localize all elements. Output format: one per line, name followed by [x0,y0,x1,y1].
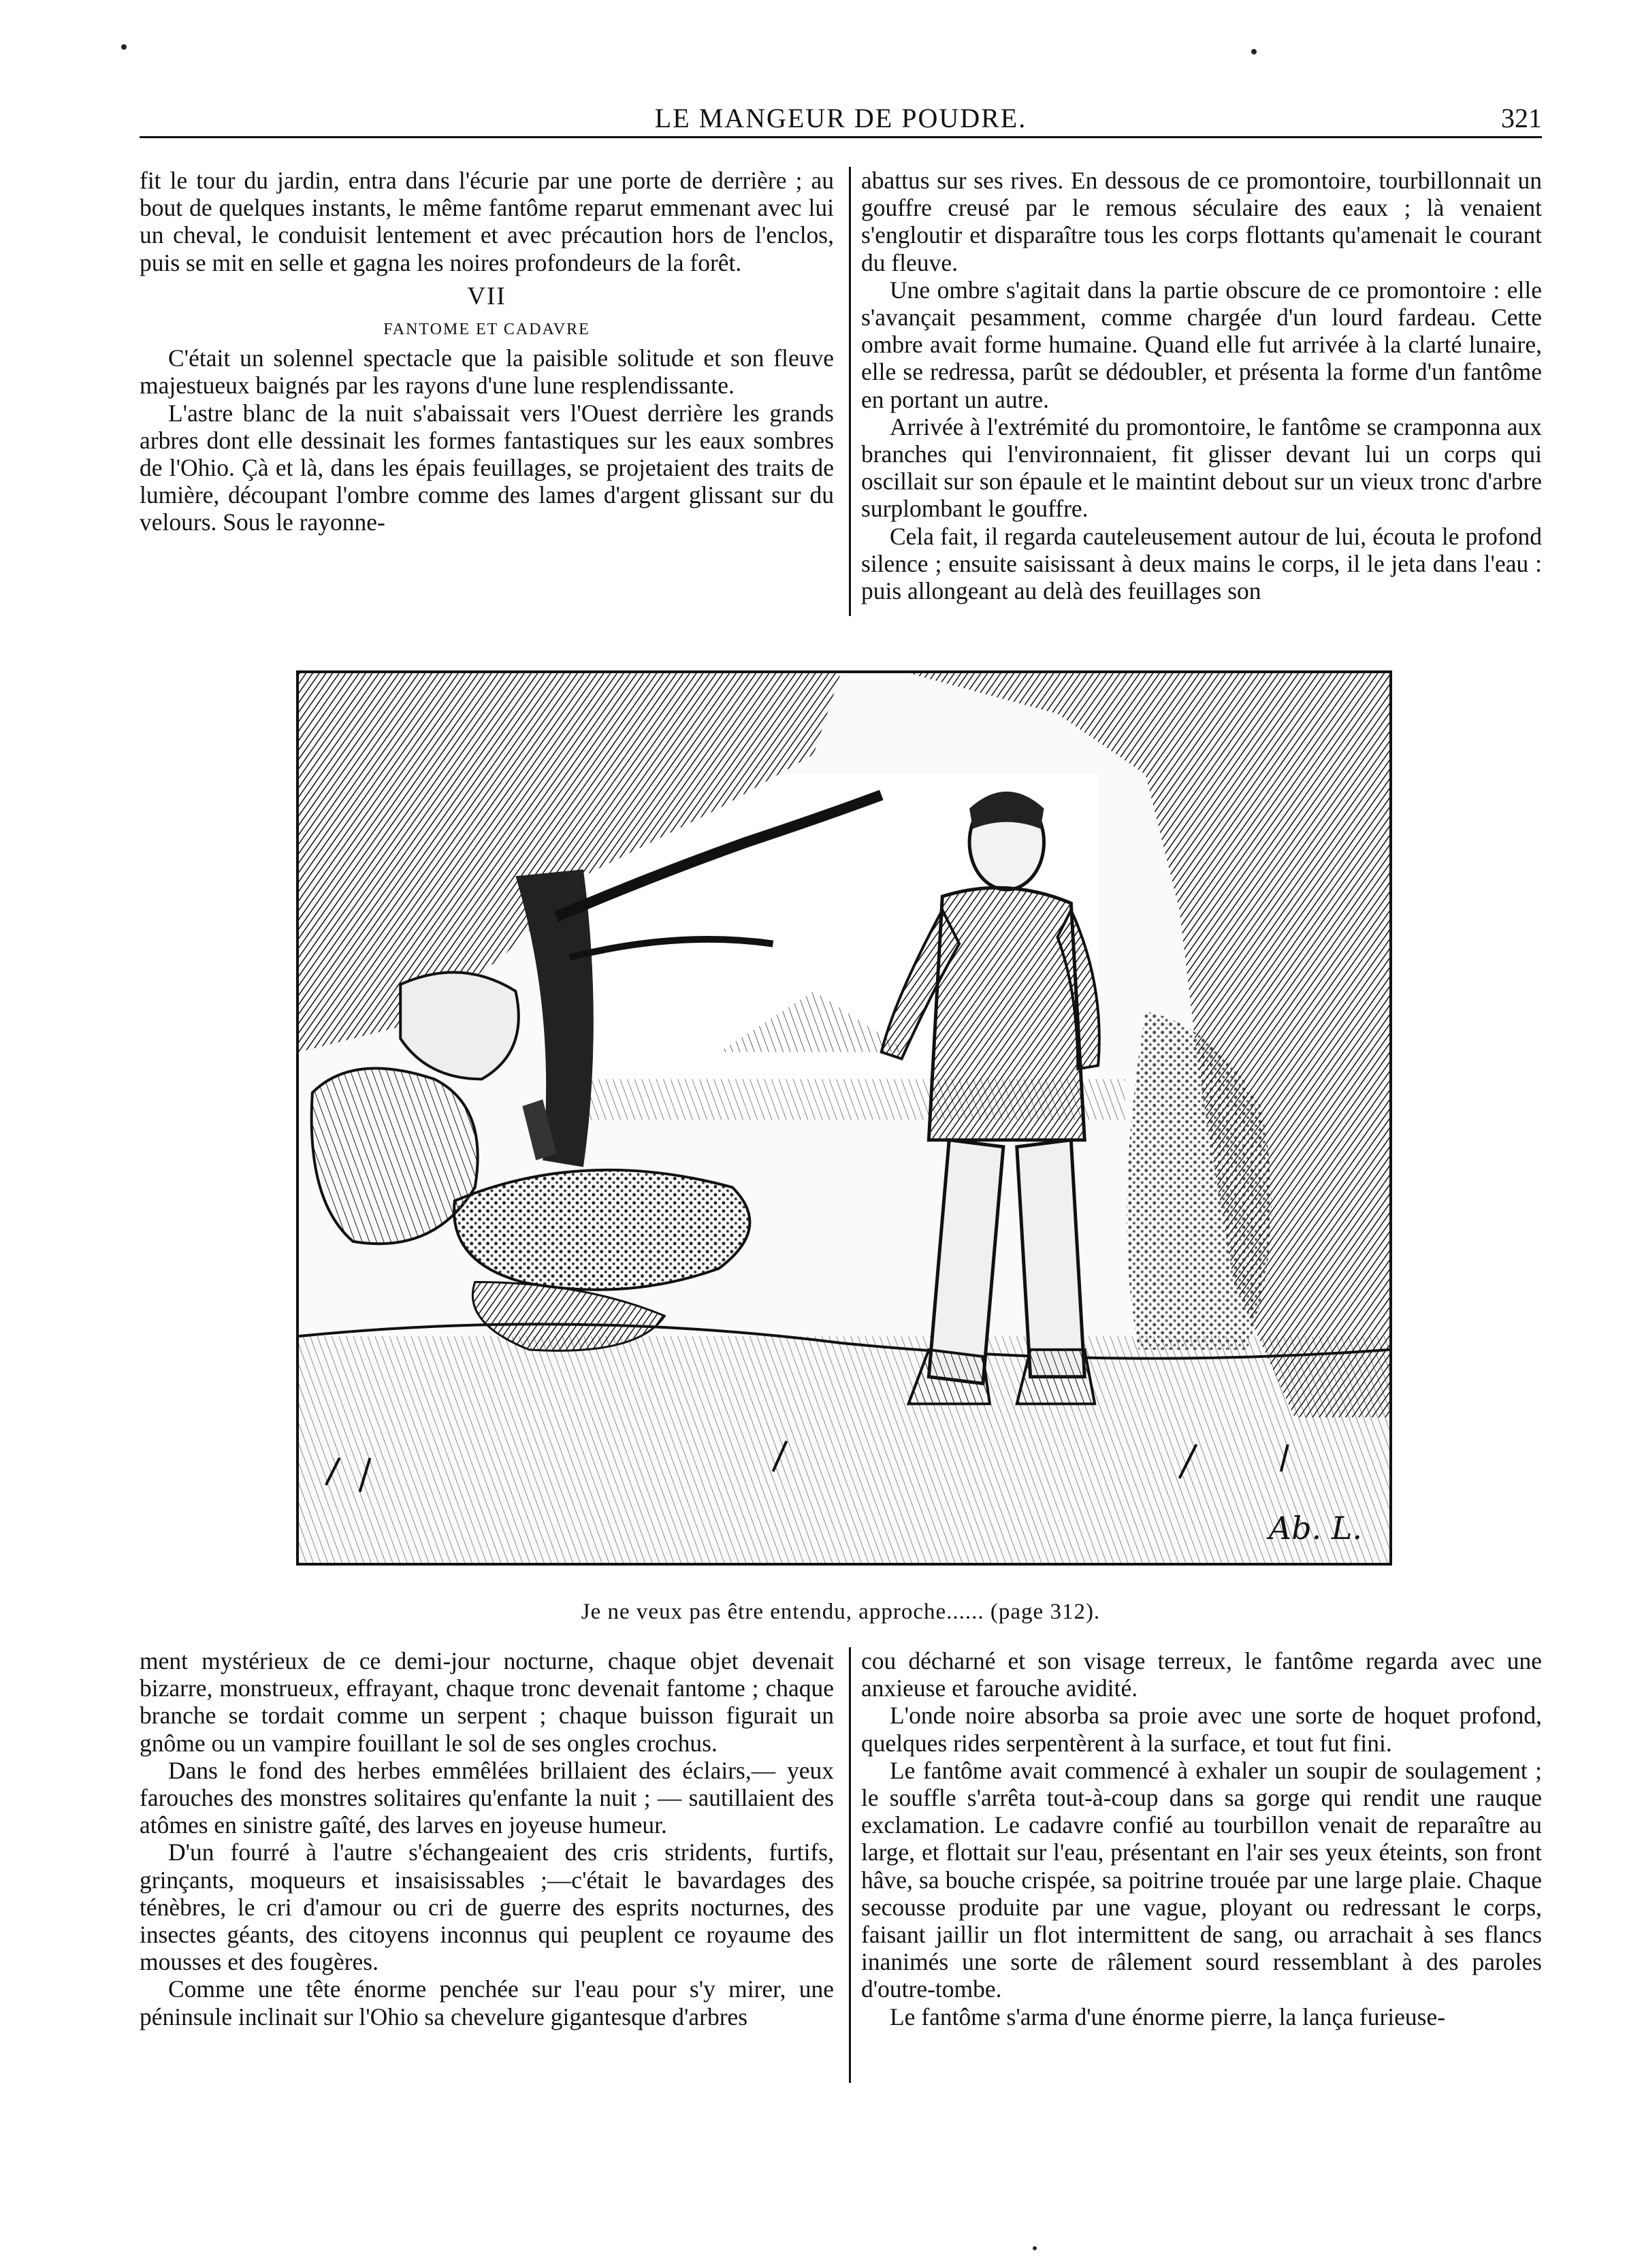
paragraph: abattus sur ses rives. En dessous de ce promontoire, tourbillonnait un gouffre creusé par le remous séculaire des eaux ; là venaient s'engloutir et disparaître tous les corps flottants qu'amenait le courant du fleuve. [861,167,1542,276]
illustration-caption: Je ne veux pas être entendu, approche...... (page 312). [581,1600,1101,1624]
print-speck [1251,49,1257,54]
paragraph: Le fantôme avait commencé à exhaler un soupir de soulagement ; le souffle s'arrêta tout-à-coup dans sa gorge qui rendit une rauque exclamation. Le cadavre confié au tourbillon venait de reparaître au large, et flottait sur l'eau, présentant en l'air ses yeux éteints, son front hâve, sa bouche crispée, sa poitrine trouée par une large plaie. Chaque secousse produite par une vague, ployant ou redressant le corps, faisant jaillir un flot intermittent de sang, ou arrachait à ses flancs inanimés une sorte de râlement sourd ressemblant à des paroles d'outre-tombe. [861,1756,1542,2003]
paragraph: D'un fourré à l'autre s'échangeaient des cris stridents, furtifs, grinçants, moqueurs et insaisissables ;—c'était le bavardages des ténèbres, le cri d'amour ou cri de guerre des esprits nocturnes, des insectes géants, des citoyens inconnus qui peuplent ce royaume des mousses et des fougères. [140,1838,834,1976]
paragraph: Une ombre s'agitait dans la partie obscure de ce promontoire : elle s'avançait pesamment, comme chargée d'un lourd fardeau. Cette ombre avait forme humaine. Quand elle fut arrivée à la clarté lunaire, elle se redressa, parût se dédoubler, et présenta la forme d'un fantôme en portant un autre. [861,276,1542,413]
paragraph: Arrivée à l'extrémité du promontoire, le fantôme se cramponna aux branches qui l'environnaient, fit glisser devant lui un corps qui oscillait sur son épaule et le maintint debout sur un vieux tronc d'arbre surplombant le gouffre. [861,412,1542,523]
illustrator-signature: Ab. L. [1268,1510,1362,1546]
print-speck [1033,2246,1037,2250]
paragraph: Le fantôme s'arma d'une énorme pierre, la lança furieuse- [890,2003,1446,2030]
engraving-drawing [299,673,1389,1563]
paragraph: fit le tour du jardin, entra dans l'écurie par une porte de derrière ; au bout de quelques instants, le même fantôme reparut emmenant avec lui un cheval, le conduisit lentement et avec précaution hors de l'enclos, puis se mit en selle et gagna les noires profondeurs de la forêt. [140,167,834,276]
paragraph: L'onde noire absorba sa proie avec une sorte de hoquet profond, quelques rides serpentèrent à la surface, et tout fut fini. [861,1702,1542,1757]
paragraph: Cela fait, il regarda cauteleusement autour de lui, écouta le profond silence ; ensuite saisissant à deux mains le corps, il le jeta dans l'eau : puis allongeant au delà des feuillages son [861,522,1542,605]
paragraph: ment mystérieux de ce demi-jour nocturne, chaque objet devenait bizarre, monstrueux, effrayant, chaque tronc devenait fantome ; chaque branche se tordait comme un serpent ; chaque buisson figurait un gnôme ou un vampire fouillant le sol de ses ongles crochus. [140,1647,834,1757]
column-divider [849,167,851,616]
header-rule [140,136,1542,138]
page-number: 321 [1501,103,1542,133]
paragraph: C'était un solennel spectacle que la paisible solitude et son fleuve majestueux baignés par les rayons d'une lune resplendissante. [140,344,834,400]
column-divider [849,1647,851,2083]
bottom-right-column [861,1647,1542,2030]
chapter-title: FANTOME ET CADAVRE [383,321,590,339]
engraving-illustration [296,670,1392,1566]
paragraph: Dans le fond des herbes emmêlées brillaient des éclairs,— yeux farouches des monstres solitaires qu'enfante la nuit ; — sautillaient des atômes en sinistre gaîté, des larves en joyeuse humeur. [140,1756,834,1839]
paragraph: Comme une tête énorme penchée sur l'eau pour s'y mirer, une péninsule inclinait sur l'Ohio sa chevelure gigantesque d'arbres [140,1975,834,2030]
top-right-column [861,167,1542,604]
print-speck [121,44,127,50]
paragraph: cou décharné et son visage terreux, le fantôme regarda avec une anxieuse et farouche avidité. [861,1647,1542,1702]
chapter-number: VII [467,282,506,310]
bottom-left-column [140,1647,834,2030]
paragraph: L'astre blanc de la nuit s'abaissait vers l'Ouest derrière les grands arbres dont elle dessinait les formes fantastiques sur les eaux sombres de l'Ohio. Çà et là, dans les épais feuillages, se projetaient des traits de lumière, découpant l'ombre comme des lames d'argent glissant sur du velours. Sous le rayonne- [140,399,834,536]
top-left-column [140,167,834,536]
running-title: LE MANGEUR DE POUDRE. [654,103,1027,133]
